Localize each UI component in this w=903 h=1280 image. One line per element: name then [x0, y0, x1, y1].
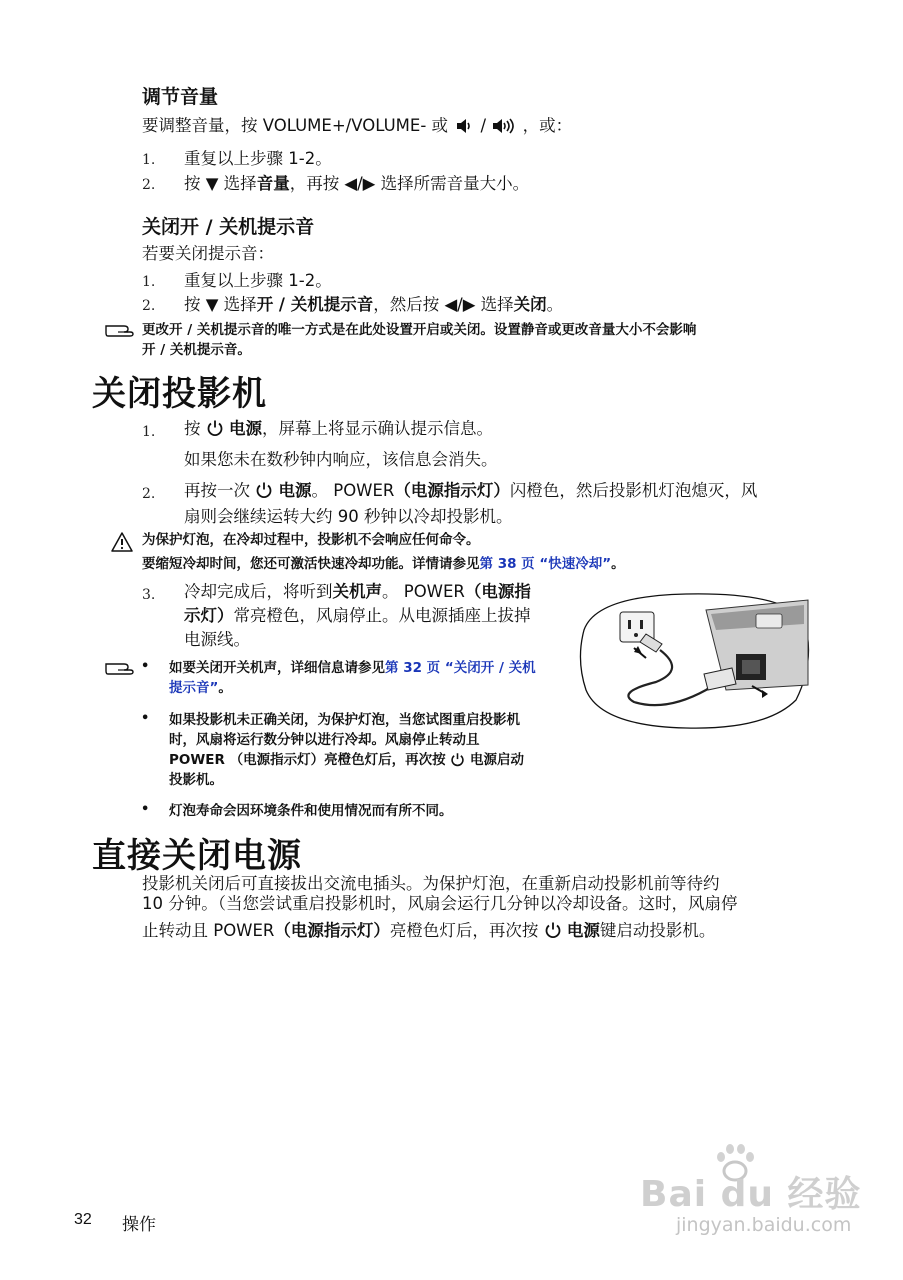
- power-icon: [255, 481, 273, 499]
- step3-l2-b: 常亮橙色，风扇停止。从电源插座上拔掉: [233, 606, 531, 625]
- shutdown-step1: [184, 418, 493, 440]
- volume-step2-c: ，再按 ◀/▶ 选择所需音量大小。: [289, 174, 530, 193]
- volume-heading: 调节音量: [142, 86, 219, 108]
- volume-step2: [184, 173, 529, 195]
- bullet-marker: •: [141, 659, 150, 674]
- shutdown-step1-key: 电源: [229, 419, 262, 438]
- volume-up-icon: [491, 118, 517, 134]
- bullet2-line2: 时，风扇将运行数分钟以进行冷却。风扇停止转动且: [169, 732, 480, 748]
- shutdown-heading: 关闭投影机: [92, 374, 267, 414]
- bullet1-text: 如要关闭开关机声，详细信息请参见: [169, 660, 385, 676]
- step3-shutdown-sound: 关机声: [332, 582, 382, 601]
- direct-l3-key: 电源: [566, 921, 600, 940]
- beep-link[interactable]: 第 32 页 “关闭开 / 关机: [385, 660, 536, 676]
- bullet1-line1: [169, 659, 536, 678]
- volume-intro-sep: /: [480, 116, 487, 135]
- bullet2-line3: [169, 751, 524, 770]
- footer-section: 操作: [122, 1215, 156, 1235]
- warning-line2: [142, 555, 625, 574]
- volume-intro: [142, 115, 572, 137]
- step3-l1-c: 。 POWER: [382, 582, 465, 601]
- beep-step2-a: 按 ▼ 选择: [184, 295, 257, 314]
- beep-step2-c: ，然后按 ◀/▶ 选择: [373, 295, 514, 314]
- beep-note-line1: 更改开 / 关机提示音的唯一方式是在此处设置开启或关闭。设置静音或更改音量大小不会影响: [142, 322, 697, 338]
- direct-l3-a: 止转动且 POWER: [142, 921, 275, 940]
- direct-l3-c: 亮橙色灯后，再次按: [389, 921, 539, 940]
- beep-step1: 重复以上步骤 1-2。: [184, 271, 332, 290]
- shutdown-step2-num: 2.: [142, 486, 156, 502]
- warning-line1: 为保护灯泡，在冷却过程中，投影机不会响应任何命令。: [142, 532, 480, 548]
- power-icon: [450, 752, 465, 767]
- shutdown-step3-num: 3.: [142, 587, 156, 603]
- warning-icon: [110, 531, 134, 553]
- shutdown-step2: [184, 480, 757, 502]
- volume-intro-suffix: ，或：: [522, 116, 573, 135]
- volume-down-icon: [453, 118, 475, 134]
- beep-intro: 若要关闭提示音：: [142, 244, 274, 263]
- shutdown-step3-line3: 电源线。: [184, 630, 250, 649]
- beep-step2: [184, 294, 563, 316]
- volume-step1-num: 1.: [142, 152, 156, 168]
- watermark-brand: Bai du 经验: [640, 1174, 862, 1215]
- beep-step2-menu: 开 / 关机提示音: [256, 295, 374, 314]
- step3-l1-a: 冷却完成后，将听到: [184, 582, 333, 601]
- shutdown-step2-e: 闪橙色，然后投影机灯泡熄灭，风: [509, 481, 758, 500]
- shutdown-step3-line1: [184, 581, 531, 603]
- bullet2-l3-b: 电源启动: [469, 752, 524, 768]
- shutdown-step1-a: 按: [184, 419, 201, 438]
- quick-cool-link[interactable]: 第 38 页 “快速冷却”: [479, 556, 612, 572]
- step3-l1-d: （电源指: [464, 582, 531, 601]
- shutdown-step1-sub: 如果您未在数秒钟内响应，该信息会消失。: [184, 450, 498, 469]
- direct-line1: 投影机关闭后可直接拔出交流电插头。为保护灯泡，在重新启动投影机前等待约: [142, 874, 720, 893]
- unplug-illustration: [576, 590, 812, 732]
- shutdown-step2-key: 电源: [278, 481, 312, 500]
- direct-l3-indicator: （电源指示灯）: [274, 921, 390, 940]
- volume-step2-menu: 音量: [256, 174, 290, 193]
- bullet2-line1: 如果投影机未正确关闭，为保护灯泡，当您试图重启投影机: [169, 712, 520, 728]
- shutdown-step3-line2: [184, 605, 531, 627]
- shutdown-step2-c: 。 POWER: [311, 481, 395, 500]
- bullet2-l3-a: POWER （电源指示灯）亮橙色灯后，再次按: [169, 752, 446, 768]
- volume-step2-num: 2.: [142, 177, 156, 193]
- bullet-marker: •: [141, 802, 150, 817]
- beep-step1-num: 1.: [142, 274, 156, 290]
- beep-step2-option: 关闭: [513, 295, 547, 314]
- bullet1-end: 。: [218, 680, 232, 696]
- bullet2-line4: 投影机。: [169, 772, 223, 788]
- beep-step2-num: 2.: [142, 298, 156, 314]
- beep-step2-e: 。: [546, 295, 564, 314]
- note-hand-icon: [104, 320, 138, 338]
- beep-heading: 关闭开 / 关机提示音: [142, 216, 315, 238]
- bullet-marker: •: [141, 711, 150, 726]
- beep-link-cont[interactable]: 提示音”: [169, 680, 219, 696]
- beep-note-line2: 开 / 关机提示音。: [142, 342, 251, 358]
- volume-step2-a: 按 ▼ 选择: [184, 174, 257, 193]
- power-icon: [544, 921, 562, 939]
- direct-l3-e: 键启动投影机。: [599, 921, 716, 940]
- direct-line2: 10 分钟。（当您尝试重启投影机时，风扇会运行几分钟以冷却设备。这时，风扇停: [142, 894, 738, 913]
- direct-heading: 直接关闭电源: [92, 836, 302, 876]
- page-number: 32: [74, 1211, 92, 1228]
- power-icon: [206, 419, 224, 437]
- warning-line2-text: 要缩短冷却时间，您还可激活快速冷却功能。详情请参见: [142, 556, 480, 572]
- watermark-url: jingyan.baidu.com: [676, 1214, 852, 1236]
- warning-line2-end: 。: [611, 556, 625, 572]
- direct-line3: [142, 920, 715, 942]
- shutdown-step1-num: 1.: [142, 424, 156, 440]
- shutdown-step2-indicator: （电源指示灯）: [394, 481, 510, 500]
- shutdown-step1-c: ，屏幕上将显示确认提示信息。: [262, 419, 493, 438]
- bullet1-line2: [169, 679, 232, 698]
- volume-intro-prefix: 要调整音量，按 VOLUME+/VOLUME- 或: [142, 116, 449, 135]
- step3-l2-a: 示灯）: [184, 606, 234, 625]
- note-hand-icon: [104, 658, 138, 676]
- volume-step1: 重复以上步骤 1-2。: [184, 149, 332, 168]
- shutdown-step2-line2: 扇则会继续运转大约 90 秒钟以冷却投影机。: [184, 507, 513, 526]
- bullet3: 灯泡寿命会因环境条件和使用情况而有所不同。: [169, 803, 453, 819]
- shutdown-step2-a: 再按一次: [184, 481, 250, 500]
